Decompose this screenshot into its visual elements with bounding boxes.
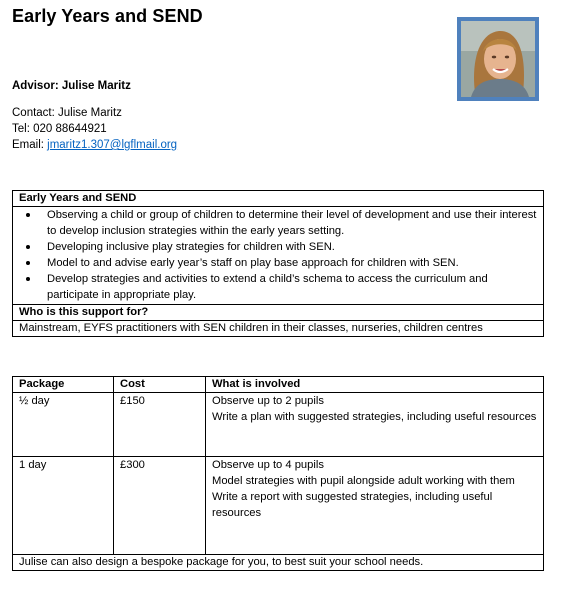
packages-footer-row <box>13 555 544 571</box>
contact-phone: Tel: 020 88644921 <box>12 123 107 135</box>
info-heading: Early Years and SEND <box>13 191 544 207</box>
bullet-item: Model to and advise early year’s staff on play base approach for children with SEN. <box>19 255 537 271</box>
cost-cell: £300 <box>114 457 206 555</box>
info-bullets-cell <box>13 207 544 305</box>
who-heading: Who is this support for? <box>13 305 544 321</box>
detail-line: Observe up to 4 pupils <box>212 459 324 471</box>
packages-table <box>12 376 544 571</box>
info-bullet-list <box>19 207 537 304</box>
who-text: Mainstream, EYFS practitioners with SEN children in their classes, nurseries, children centres <box>13 321 544 337</box>
page-title: Early Years and SEND <box>12 6 203 26</box>
cost-cell: £150 <box>114 393 206 457</box>
detail-line: Model strategies with pupil alongside adult working with them <box>212 475 515 487</box>
table-row <box>13 393 544 457</box>
packages-header-row <box>13 377 544 393</box>
col-header-details: What is involved <box>206 377 544 393</box>
advisor-name: Advisor: Julise Maritz <box>12 80 131 92</box>
contact-email-row <box>12 137 177 153</box>
package-cell: 1 day <box>13 457 114 555</box>
table-row <box>13 457 544 555</box>
advisor-photo <box>457 17 539 101</box>
bullet-item: Developing inclusive play strategies for children with SEN. <box>19 239 537 255</box>
packages-footer-note: Julise can also design a bespoke package for you, to best suit your school needs. <box>13 555 544 571</box>
advisor-portrait-icon <box>461 21 535 97</box>
info-table <box>12 190 544 337</box>
details-cell <box>206 393 544 457</box>
details-cell <box>206 457 544 555</box>
bullet-item: Observing a child or group of children to determine their level of development and use their interest to develop inclusion strategies within the early years setting. <box>19 207 537 239</box>
contact-name: Contact: Julise Maritz <box>12 107 122 119</box>
contact-block <box>12 105 177 153</box>
email-label: Email: <box>12 139 48 151</box>
col-header-cost: Cost <box>114 377 206 393</box>
package-cell: ½ day <box>13 393 114 457</box>
detail-line: Write a report with suggested strategies, including useful resources <box>212 491 493 519</box>
col-header-package: Package <box>13 377 114 393</box>
bullet-item: Develop strategies and activities to extend a child’s schema to access the curriculum and participate in appropriate play. <box>19 271 537 303</box>
detail-line: Write a plan with suggested strategies, including useful resources <box>212 411 537 423</box>
detail-line: Observe up to 2 pupils <box>212 395 324 407</box>
email-link[interactable]: jmaritz1.307@lgflmail.org <box>47 139 178 151</box>
